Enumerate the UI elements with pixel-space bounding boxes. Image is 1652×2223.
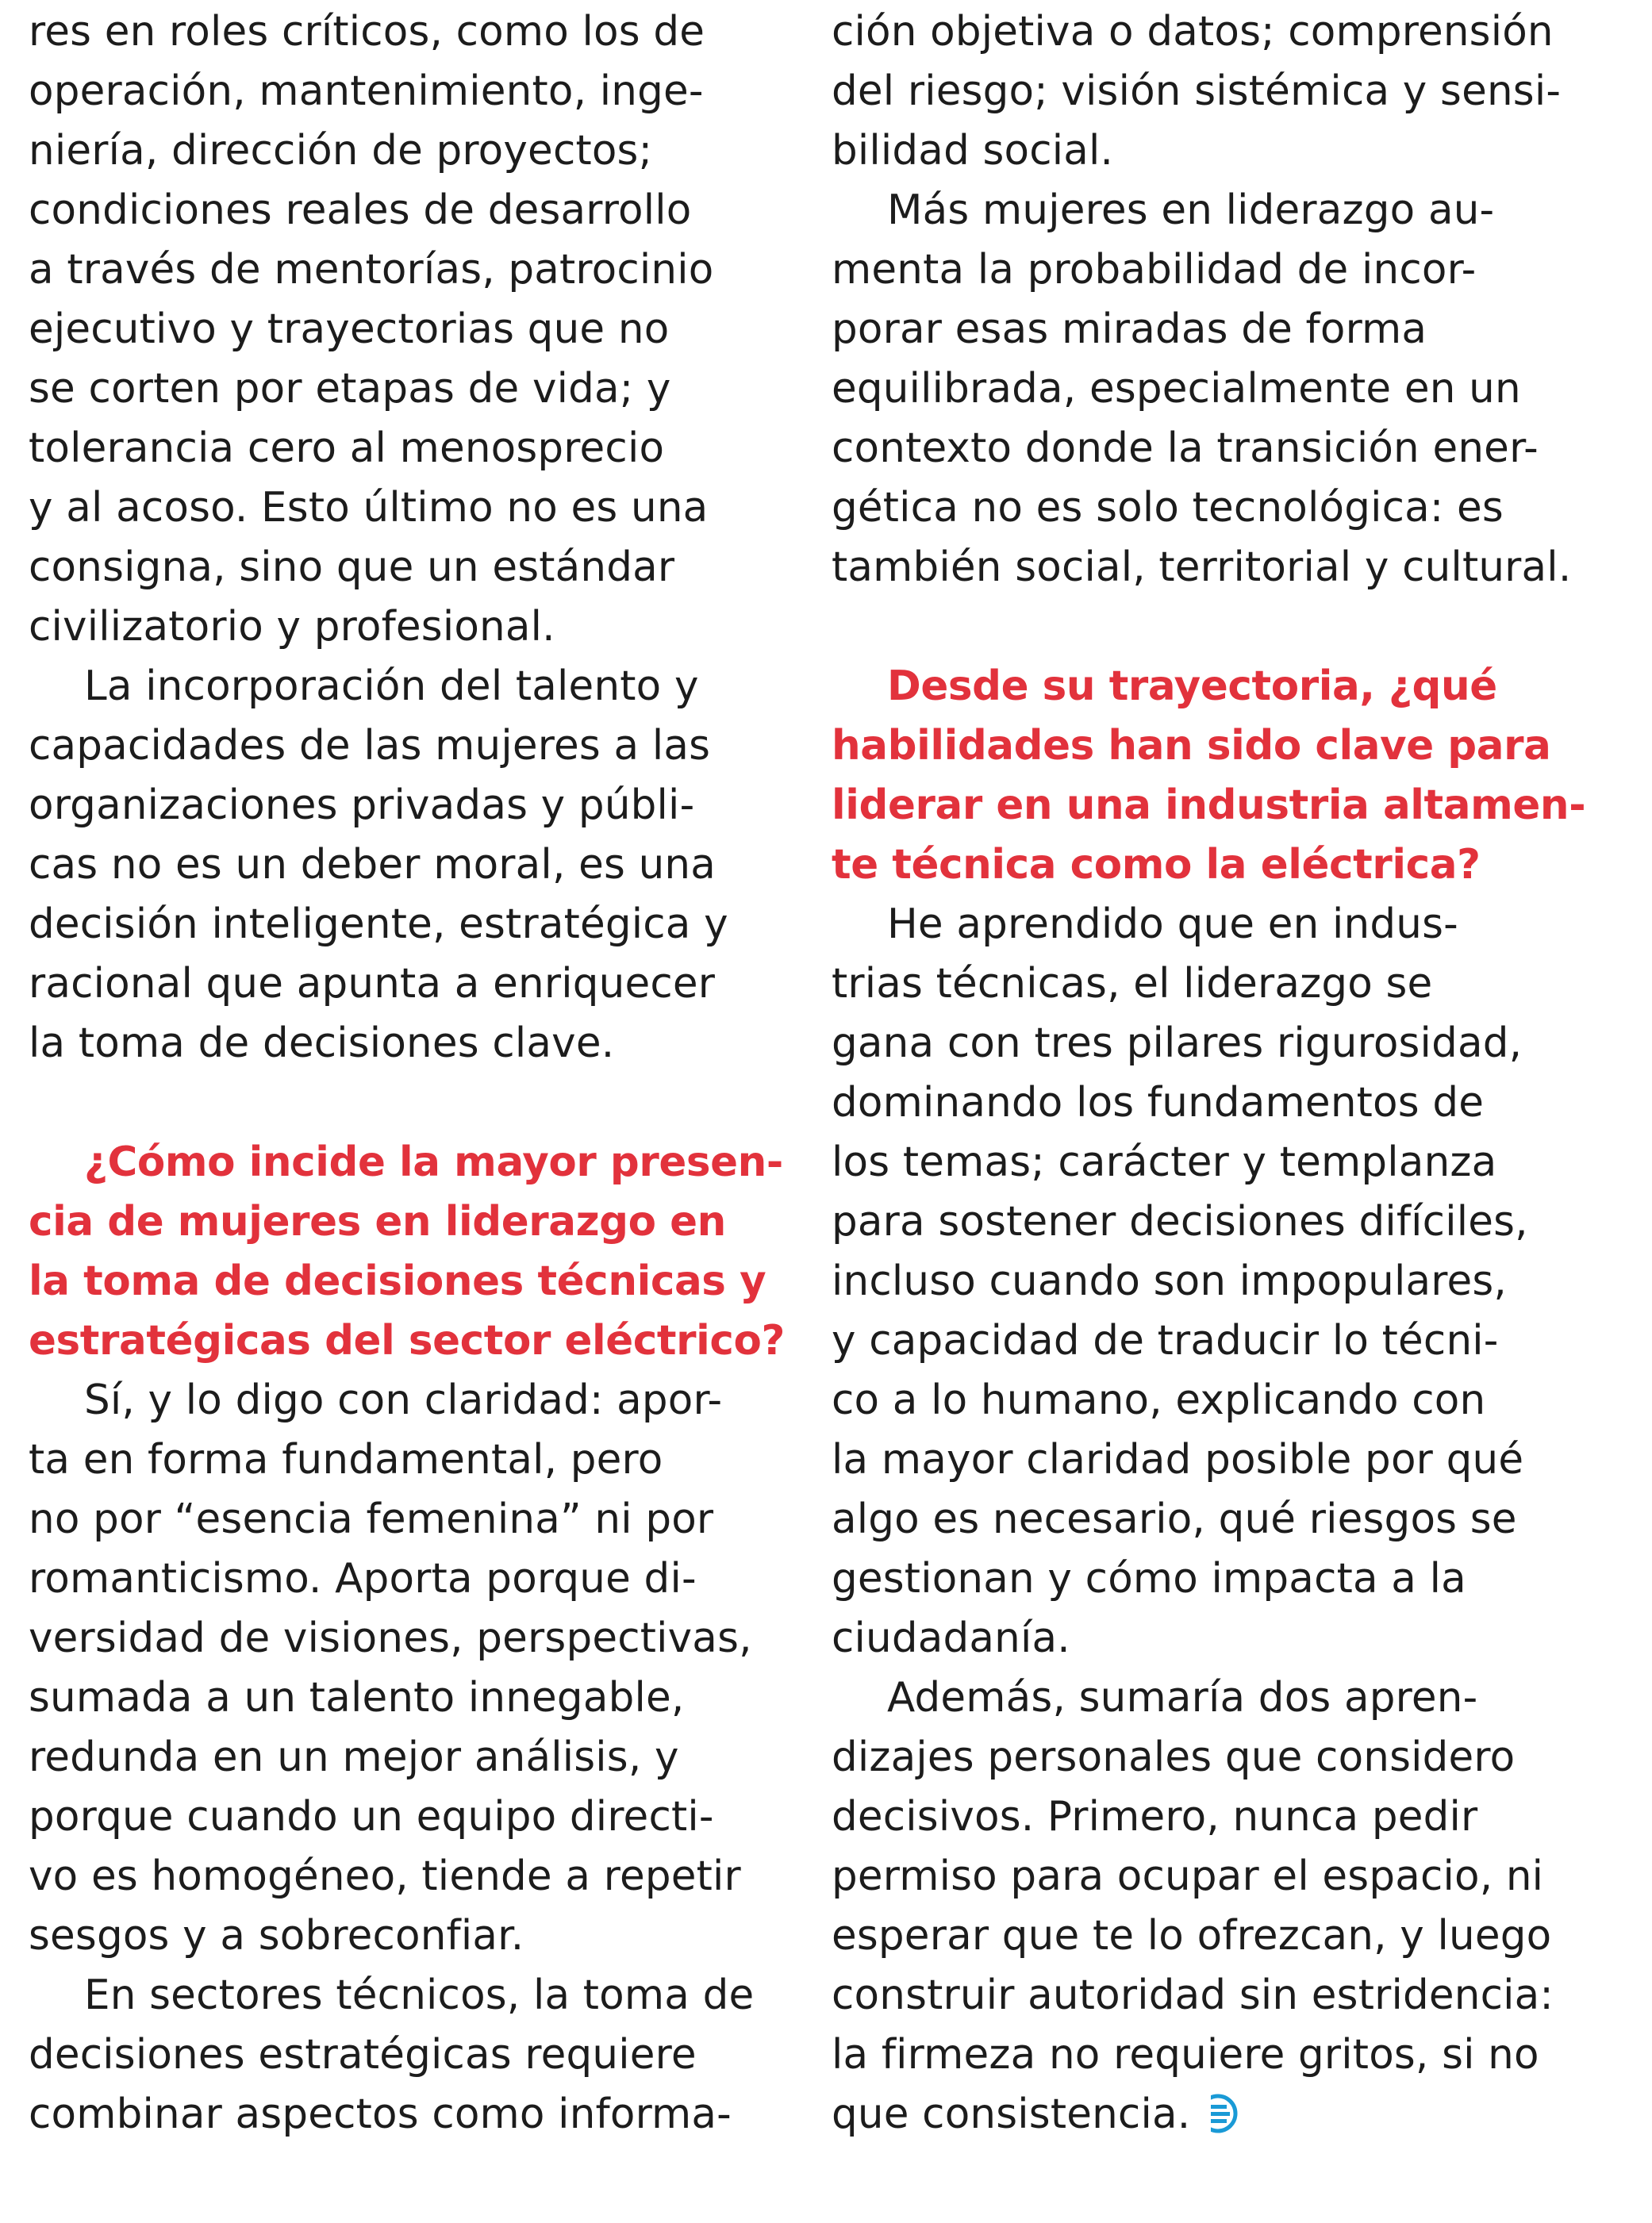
line-text: civilizatorio y profesional. [29,603,555,651]
line-text: capacidades de las mujeres a las [29,722,711,770]
line-text: decisión inteligente, estratégica y [29,900,728,948]
text-line [832,960,1432,1008]
text-line [29,424,664,472]
text-line [832,365,1521,413]
line-text: incluso cuando son impopulares, [832,1257,1507,1305]
line-text: Desde su trayectoria, ¿qué [887,662,1497,710]
text-line [832,1079,1484,1127]
text-line [832,1614,1070,1662]
text-line [832,1972,1554,2019]
line-text: ciudadanía. [832,1614,1070,1662]
question-line [84,1138,783,1186]
end-mark-icon [1198,2094,1238,2133]
text-line [832,1495,1517,1543]
line-text: consigna, sino que un estándar [29,543,675,591]
line-text: y al acoso. Esto último no es una [29,484,709,532]
text-line [29,127,652,175]
text-line [29,781,694,829]
line-text: contexto donde la transición ener- [832,424,1539,472]
text-line [84,1972,754,2019]
line-text: ta en forma fundamental, pero [29,1436,663,1484]
question-line [29,1257,766,1305]
line-text: niería, dirección de proyectos; [29,127,653,175]
line-text: redunda en un mejor análisis, y [29,1733,679,1781]
line-text: res en roles críticos, como los de [29,8,705,56]
text-line [29,1614,752,1662]
line-text: equilibrada, especialmente en un [832,365,1521,413]
text-line [29,484,708,532]
line-text: porar esas miradas de forma [832,305,1427,353]
text-line [832,1912,1551,1960]
text-line [29,722,710,770]
line-text: Más mujeres en liderazgo au- [887,186,1495,234]
line-text: dominando los fundamentos de [832,1079,1485,1127]
text-line [832,1019,1522,1067]
text-line [29,2031,697,2079]
text-line [832,1555,1466,1603]
text-line [887,1674,1477,1722]
line-text: co a lo humano, explicando con [832,1376,1486,1424]
text-line [832,1257,1507,1305]
text-line [29,1793,714,1841]
text-line [29,960,715,1008]
line-text: romanticismo. Aporta porque di- [29,1555,697,1603]
line-text: Además, sumaría dos apren- [887,1674,1478,1722]
line-text: ¿Cómo incide la mayor presen- [84,1138,783,1186]
line-text: habilidades han sido clave para [832,722,1551,770]
question-line [832,722,1550,770]
line-text: versidad de visiones, perspectivas, [29,1614,752,1662]
line-text: esperar que te lo ofrezcan, y luego [832,1912,1552,1960]
text-line [832,1376,1485,1424]
text-line [29,8,705,56]
text-line [887,900,1458,948]
line-text: la firmeza no requiere gritos, si no [832,2031,1539,2079]
text-line [832,127,1113,175]
text-line [832,67,1561,115]
text-line [29,1733,679,1781]
question-line [832,781,1585,829]
line-text: cia de mujeres en liderazgo en [29,1198,726,1246]
line-text: menta la probabilidad de incor- [832,246,1477,294]
text-line [84,662,699,710]
text-line [832,246,1476,294]
line-text: la toma de decisiones técnicas y [29,1257,766,1305]
line-text: liderar en una industria altamen- [832,781,1586,829]
text-line [29,1674,684,1722]
question-line [887,662,1497,710]
line-text: racional que apunta a enriquecer [29,960,716,1008]
text-line [832,1852,1543,1900]
line-text: Sí, y lo digo con claridad: apor- [84,1376,723,1424]
line-text: gética no es solo tecnológica: es [832,484,1504,532]
line-text: He aprendido que en indus- [887,900,1458,948]
text-line [29,1852,741,1900]
line-text: también social, territorial y cultural. [832,543,1572,591]
line-text: te técnica como la eléctrica? [832,841,1481,889]
question-line [29,1317,785,1365]
line-text: ción objetiva o datos; comprensión [832,8,1554,56]
text-line [29,1912,524,1960]
text-line [832,484,1504,532]
text-line [832,1733,1515,1781]
text-line [29,186,691,234]
text-line [832,543,1571,591]
text-line [29,305,669,353]
text-line [29,1436,663,1484]
text-line [832,424,1539,472]
line-text: para sostener decisiones difíciles, [832,1198,1528,1246]
text-line [29,246,713,294]
text-line [29,67,704,115]
line-text: La incorporación del talento y [84,662,699,710]
text-line [29,900,728,948]
text-line [29,2091,732,2138]
text-line [832,1317,1499,1365]
text-line [29,1495,713,1543]
text-line [832,1793,1477,1841]
line-text: ejecutivo y trayectorias que no [29,305,670,353]
text-line [832,1436,1523,1484]
text-line [29,603,555,651]
question-line [832,841,1481,889]
line-text: combinar aspectos como informa- [29,2091,732,2138]
line-text: que consistencia. [832,2091,1191,2138]
line-text: permiso para ocupar el espacio, ni [832,1852,1544,1900]
line-text: sesgos y a sobreconfiar. [29,1912,524,1960]
line-text: del riesgo; visión sistémica y sensi- [832,67,1562,115]
line-text: dizajes personales que considero [832,1733,1516,1781]
line-text: construir autoridad sin estridencia: [832,1972,1554,2019]
line-text: la mayor claridad posible por qué [832,1436,1524,1484]
text-line [832,8,1554,56]
line-text: bilidad social. [832,127,1114,175]
text-line [832,1198,1528,1246]
text-line [832,305,1427,353]
line-text: algo es necesario, qué riesgos se [832,1495,1517,1543]
text-line [29,543,674,591]
line-text: gestionan y cómo impacta a la [832,1555,1466,1603]
line-text: trias técnicas, el liderazgo se [832,960,1433,1008]
line-text: operación, mantenimiento, inge- [29,67,704,115]
text-line [29,841,716,889]
line-text: a través de mentorías, patrocinio [29,246,714,294]
line-text: la toma de decisiones clave. [29,1019,615,1067]
line-text: decisiones estratégicas requiere [29,2031,697,2079]
text-line [29,1019,614,1067]
line-text: se corten por etapas de vida; y [29,365,671,413]
line-text: porque cuando un equipo directi- [29,1793,714,1841]
question-line [29,1198,726,1246]
line-text: los temas; carácter y templanza [832,1138,1497,1186]
text-line [29,1555,697,1603]
line-text: no por “esencia femenina” ni por [29,1495,714,1543]
line-text: gana con tres pilares rigurosidad, [832,1019,1523,1067]
line-text: sumada a un talento innegable, [29,1674,685,1722]
line-text: organizaciones privadas y públi- [29,781,695,829]
line-text: y capacidad de traducir lo técni- [832,1317,1499,1365]
line-text: vo es homogéneo, tiende a repetir [29,1852,741,1900]
line-text: condiciones reales de desarrollo [29,186,692,234]
text-line [832,1138,1496,1186]
text-line [832,2031,1539,2079]
text-line [29,365,671,413]
text-line [84,1376,722,1424]
line-text: En sectores técnicos, la toma de [84,1972,755,2019]
line-text: tolerancia cero al menosprecio [29,424,665,472]
text-line [832,2091,1238,2138]
text-line [887,186,1494,234]
line-text: cas no es un deber moral, es una [29,841,717,889]
line-text: estratégicas del sector eléctrico? [29,1317,785,1365]
line-text: decisivos. Primero, nunca pedir [832,1793,1478,1841]
